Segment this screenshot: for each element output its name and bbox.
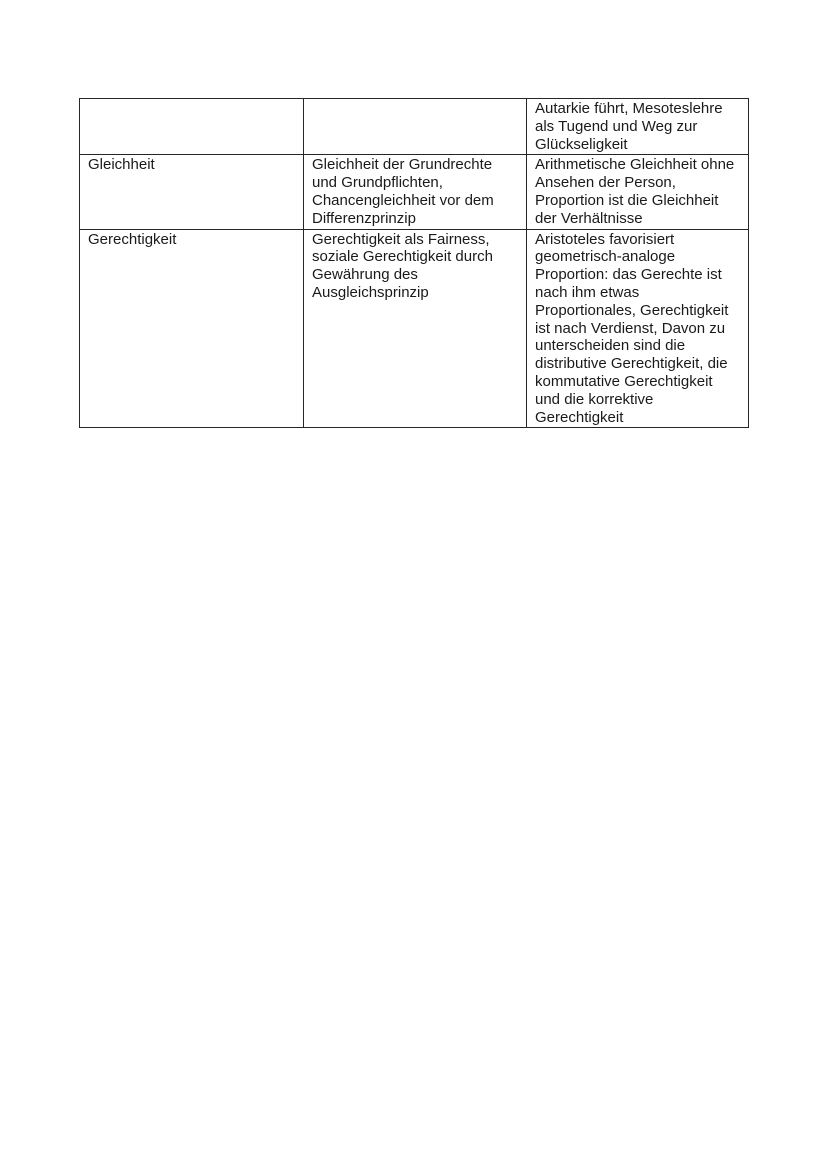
table-cell [80, 99, 304, 155]
table-row [80, 155, 749, 229]
table-cell: Aristoteles favorisiert geometrisch-analoge Proportion: das Gerechte ist nach ihm etwas Proportionales, Gerechtigkeit ist nach Verdienst, Davon zu unterscheiden sind die distributive Gerechtigkeit, die kommutative Gerechtigkeit und die korrektive Gerechtigkeit [527, 229, 749, 428]
table-cell: Gleichheit [80, 155, 304, 229]
table-cell: Gerechtigkeit als Fairness, soziale Gerechtigkeit durch Gewährung des Ausgleichsprinzip [304, 229, 527, 428]
table-cell: Gleichheit der Grundrechte und Grundpflichten, Chancengleichheit vor dem Differenzprinzip [304, 155, 527, 229]
ethics-comparison-table [79, 98, 749, 428]
table-cell: Autarkie führt, Mesoteslehre als Tugend und Weg zur Glückseligkeit [527, 99, 749, 155]
table-cell: Arithmetische Gleichheit ohne Ansehen der Person, Proportion ist die Gleichheit der Verhältnisse [527, 155, 749, 229]
table-cell: Gerechtigkeit [80, 229, 304, 428]
table-cell [304, 99, 527, 155]
table-row [80, 229, 749, 428]
table-row [80, 99, 749, 155]
